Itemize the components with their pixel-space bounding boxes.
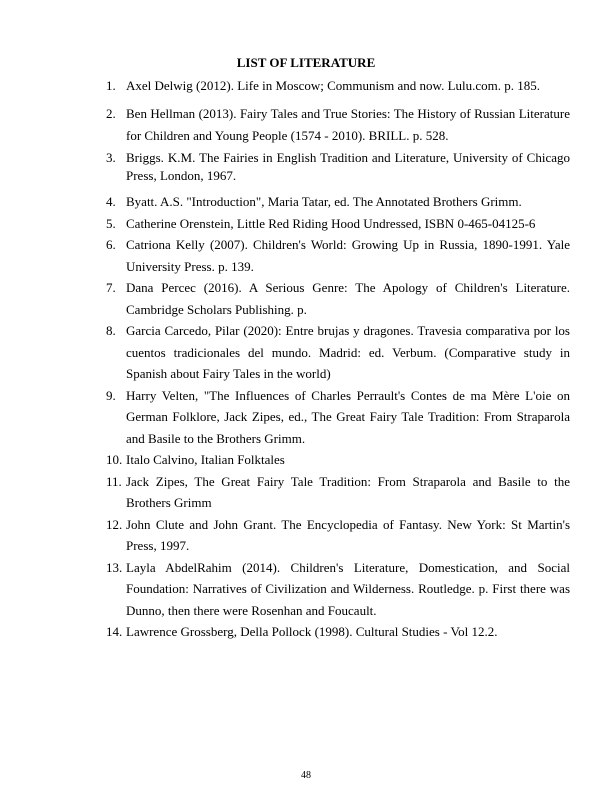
reference-number: 9. bbox=[106, 387, 116, 403]
reference-number: 11. bbox=[106, 473, 122, 489]
list-item bbox=[106, 514, 570, 557]
list-item bbox=[106, 213, 570, 235]
reference-text: Catriona Kelly (2007). Children's World: Growing Up in Russia, 1890-1991. Yale University Press. p. 139. bbox=[126, 237, 570, 274]
reference-number: 13. bbox=[106, 559, 123, 575]
reference-text: Harry Velten, "The Influences of Charles Perrault's Contes de ma Mère L'oie on German Folklore, Jack Zipes, ed., The Great Fairy Tale Tradition: From Straparola and Basile to the Brothers Grimm. bbox=[126, 387, 570, 446]
list-item bbox=[106, 449, 570, 471]
reference-text: Italo Calvino, Italian Folktales bbox=[126, 452, 285, 467]
list-item bbox=[106, 557, 570, 622]
page-number: 48 bbox=[301, 770, 311, 781]
reference-text: Byatt. A.S. "Introduction", Maria Tatar, ed. The Annotated Brothers Grimm. bbox=[126, 194, 522, 209]
list-item bbox=[106, 277, 570, 320]
list-item bbox=[106, 320, 570, 385]
list-item bbox=[106, 385, 570, 450]
list-item bbox=[106, 77, 570, 95]
reference-number: 3. bbox=[106, 150, 116, 165]
list-item bbox=[106, 234, 570, 277]
reference-list bbox=[106, 77, 570, 643]
list-item bbox=[106, 149, 570, 185]
reference-number: 2. bbox=[106, 106, 116, 121]
reference-number: 10. bbox=[106, 452, 123, 467]
reference-number: 1. bbox=[106, 78, 116, 93]
list-item bbox=[106, 191, 570, 213]
reference-text: John Clute and John Grant. The Encyclopedia of Fantasy. New York: St Martin's Press, 1997. bbox=[126, 516, 570, 553]
reference-text: Ben Hellman (2013). Fairy Tales and True Stories: The History of Russian Literature for Children and Young People (1574 - 2010). BRILL. p. 528. bbox=[126, 106, 570, 143]
reference-number: 6. bbox=[106, 237, 116, 252]
reference-text: Dana Percec (2016). A Serious Genre: The Apology of Children's Literature. Cambridge Scholars Publishing. p. bbox=[126, 280, 570, 317]
page-title: LIST OF LITERATURE bbox=[236, 55, 376, 70]
reference-text: Layla AbdelRahim (2014). Children's Literature, Domestication, and Social Foundation: Narratives of Civilization and Wilderness. Routledge. p. First there was Dunno, then there were Rosenhan and Foucault. bbox=[126, 559, 570, 618]
reference-number: 8. bbox=[106, 323, 116, 338]
reference-text: Axel Delwig (2012). Life in Moscow; Communism and now. Lulu.com. p. 185. bbox=[126, 78, 541, 93]
reference-text: Catherine Orenstein, Little Red Riding Hood Undressed, ISBN 0-465-04125-6 bbox=[126, 215, 536, 231]
reference-number: 5. bbox=[106, 215, 116, 231]
reference-text: Briggs. K.M. The Fairies in English Tradition and Literature, University of Chicago Press, London, 1967. bbox=[126, 150, 570, 183]
reference-number: 12. bbox=[106, 516, 123, 532]
reference-number: 7. bbox=[106, 280, 116, 295]
reference-text: Lawrence Grossberg, Della Pollock (1998). Cultural Studies - Vol 12.2. bbox=[126, 624, 498, 639]
list-item bbox=[106, 621, 570, 643]
list-item bbox=[106, 471, 570, 514]
list-item bbox=[106, 103, 570, 146]
reference-number: 4. bbox=[106, 194, 116, 209]
reference-text: Garcia Carcedo, Pilar (2020): Entre brujas y dragones. Travesia comparativa por los cuentos tradicionales del mundo. Madrid: ed. Verbum. (Comparative study in Spanish about Fairy Tales in the world) bbox=[126, 323, 570, 381]
reference-text: Jack Zipes, The Great Fairy Tale Tradition: From Straparola and Basile to the Brothers Grimm bbox=[126, 473, 570, 510]
reference-number: 14. bbox=[106, 624, 123, 639]
